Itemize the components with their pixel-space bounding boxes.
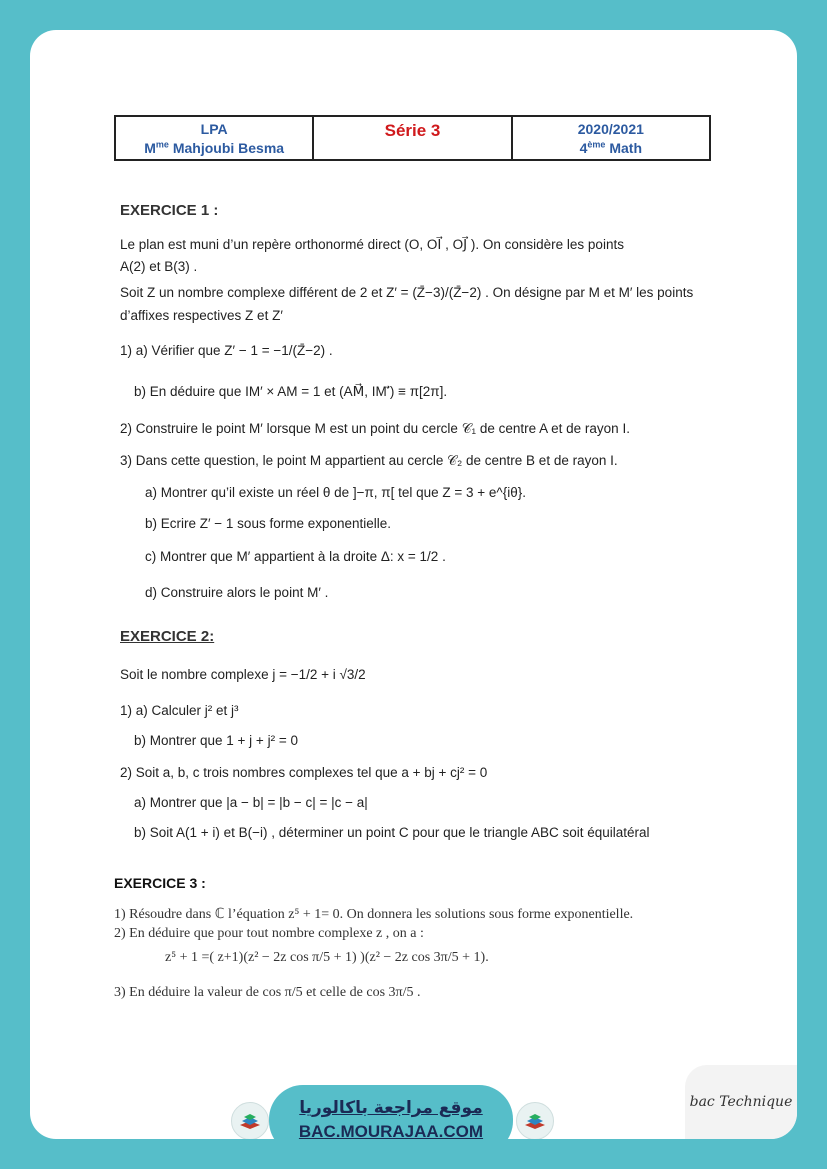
ex1-q3d: d) Construire alors le point M′ . xyxy=(145,585,329,600)
ex3-title: EXERCICE 3 : xyxy=(114,875,206,891)
header-teacher: $M^{me}$ Mahjoubi Besma xyxy=(144,139,285,156)
ex3-q2: 2) En déduire que pour tout nombre complexe z , on a : xyxy=(114,926,424,941)
ex3-q3: 3) En déduire la valeur de cos π/5 et celle de cos 3π/5 . xyxy=(114,985,421,1000)
header-school: LPA xyxy=(200,121,228,137)
book-icon xyxy=(238,1111,262,1131)
site-arabic-name[interactable]: موقع مراجعة باكالوريا xyxy=(299,1098,483,1118)
header-year: 2020/2021 xyxy=(577,121,644,137)
ex3-q2-formula: z⁵ + 1 =( z+1)(z² − 2z cos π/5 + 1) )(z² − 2z cos 3π/5 + 1). xyxy=(165,950,489,965)
ex2-q1a: 1) a) Calculer j² et j³ xyxy=(120,703,239,718)
header-school-cell xyxy=(116,117,312,159)
ex2-q2b: b) Soit A(1 + i) et B(−i) , déterminer un point C pour que le triangle ABC soit équilatéral xyxy=(134,825,650,840)
ex1-title: EXERCICE 1 : xyxy=(120,202,219,219)
ex3-q1: 1) Résoudre dans ℂ l’équation z⁵ + 1= 0. On donnera les solutions sous forme exponentielle. xyxy=(114,907,634,922)
header-series-cell xyxy=(312,117,510,159)
ex2-q2a: a) Montrer que |a − b| = |b − c| = |c − a| xyxy=(134,795,368,810)
document-page xyxy=(30,30,797,1139)
ex1-q3: 3) Dans cette question, le point M appartient au cercle 𝒞₂ de centre B et de rayon I. xyxy=(120,453,618,468)
ex1-line2: A(2) et B(3) . xyxy=(120,259,198,274)
book-icon xyxy=(523,1111,547,1131)
ex1-line4: d’affixes respectives Z et Z′ xyxy=(120,308,283,323)
ex1-q2: 2) Construire le point M′ lorsque M est un point du cercle 𝒞₁ de centre A et de rayon I. xyxy=(120,421,630,436)
ex1-q3a: a) Montrer qu’il existe un réel θ de ]−π, π[ tel que Z = 3 + e^{iθ}. xyxy=(145,485,527,500)
ex1-q1b: b) En déduire que IM′ × AM = 1 et (AM⃗, IM′⃗) ≡ π[2π]. xyxy=(134,384,448,399)
ex1-line3: Soit Z un nombre complexe différent de 2 et Z′ = (Z̄−3)/(Z̄−2) . On désigne par M et M′ les points xyxy=(120,285,694,300)
ex2-q2: 2) Soit a, b, c trois nombres complexes tel que a + bj + cj² = 0 xyxy=(120,765,488,780)
corner-stamp xyxy=(685,1065,797,1139)
ex1-line1: Le plan est muni d’un repère orthonormé direct (O, OI⃗ , OJ⃗ ). On considère les points xyxy=(120,237,624,252)
header-class: 4ème Math xyxy=(579,139,642,156)
site-url[interactable]: BAC.MOURAJAA.COM xyxy=(298,1122,484,1139)
ex1-q3b: b) Ecrire Z′ − 1 sous forme exponentielle. xyxy=(145,516,392,531)
site-badge[interactable] xyxy=(269,1085,513,1139)
header-series: Série 3 xyxy=(384,121,441,140)
right-logo xyxy=(516,1102,554,1139)
ex2-q1b: b) Montrer que 1 + j + j² = 0 xyxy=(134,733,298,748)
ex2-title: EXERCICE 2: xyxy=(120,628,215,645)
corner-text: bac Technique xyxy=(689,1094,793,1110)
header-table xyxy=(114,115,711,161)
ex2-intro: Soit le nombre complexe j = −1/2 + i √3/2 xyxy=(120,667,366,682)
ex1-q3c: c) Montrer que M′ appartient à la droite Δ: x = 1/2 . xyxy=(145,549,446,564)
ex1-q1a: 1) a) Vérifier que Z′ − 1 = −1/(Z̄−2) . xyxy=(120,343,333,358)
left-logo xyxy=(231,1102,269,1139)
header-year-cell xyxy=(511,117,709,159)
